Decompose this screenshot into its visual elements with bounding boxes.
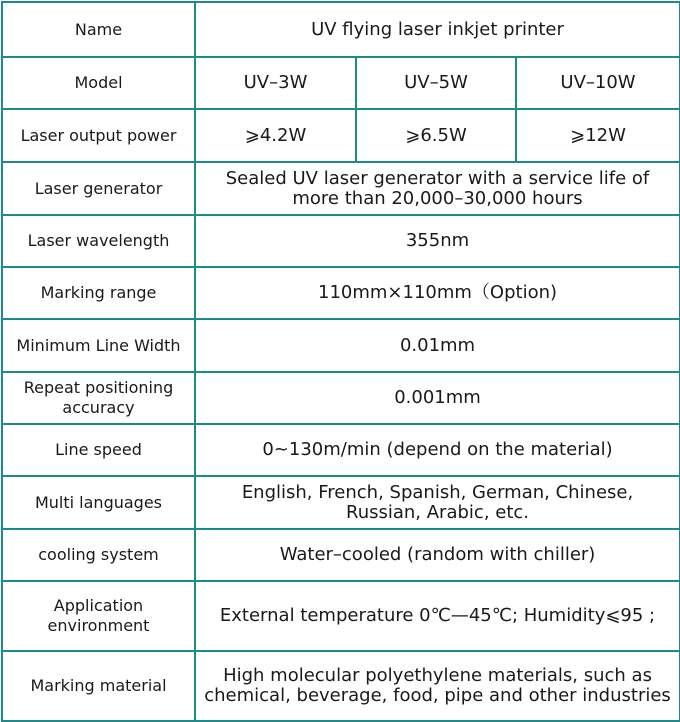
row-value: 0~130m/min (depend on the material) (195, 424, 680, 476)
row-label: Laser generator (2, 162, 195, 215)
row-label: Laser wavelength (2, 215, 195, 267)
row-label: Application environment (2, 581, 195, 651)
row-label: Repeat positioning accuracy (2, 372, 195, 424)
spec-row-laser-generator (2, 162, 680, 215)
row-label: Model (2, 57, 195, 109)
row-value: External temperature 0℃—45℃; Humidity⩽95 ; (195, 581, 680, 651)
spec-row-name (2, 2, 680, 57)
row-label: Multi languages (2, 476, 195, 529)
row-value: Sealed UV laser generator with a service life of more than 20,000–30,000 hours (195, 162, 680, 215)
row-value: 110mm×110mm（Option) (195, 267, 680, 319)
spec-row-application-environment (2, 581, 680, 651)
row-value: 0.01mm (195, 319, 680, 372)
spec-row-minimum-line-width (2, 319, 680, 372)
spec-table (1, 1, 680, 722)
row-label: Laser output power (2, 109, 195, 162)
row-label: Marking range (2, 267, 195, 319)
power-cell-3w: ⩾4.2W (195, 109, 356, 162)
model-cell-5w: UV–5W (356, 57, 516, 109)
row-value: 0.001mm (195, 372, 680, 424)
spec-row-cooling-system (2, 529, 680, 581)
row-label: Line speed (2, 424, 195, 476)
spec-row-marking-range (2, 267, 680, 319)
row-label: Minimum Line Width (2, 319, 195, 372)
spec-row-laser-output-power (2, 109, 680, 162)
row-value: UV flying laser inkjet printer (195, 2, 680, 57)
model-cell-10w: UV–10W (516, 57, 680, 109)
spec-row-marking-material (2, 651, 680, 721)
spec-row-multi-languages (2, 476, 680, 529)
spec-row-model (2, 57, 680, 109)
row-value: 355nm (195, 215, 680, 267)
row-label: cooling system (2, 529, 195, 581)
power-cell-10w: ⩾12W (516, 109, 680, 162)
row-label: Name (2, 2, 195, 57)
model-cell-3w: UV–3W (195, 57, 356, 109)
row-label: Marking material (2, 651, 195, 721)
row-value: Water–cooled (random with chiller) (195, 529, 680, 581)
spec-row-line-speed (2, 424, 680, 476)
row-value: High molecular polyethylene materials, such as chemical, beverage, food, pipe and other industries (195, 651, 680, 721)
spec-row-laser-wavelength (2, 215, 680, 267)
spec-row-repeat-positioning-accuracy (2, 372, 680, 424)
power-cell-5w: ⩾6.5W (356, 109, 516, 162)
row-value: English, French, Spanish, German, Chinese, Russian, Arabic, etc. (195, 476, 680, 529)
